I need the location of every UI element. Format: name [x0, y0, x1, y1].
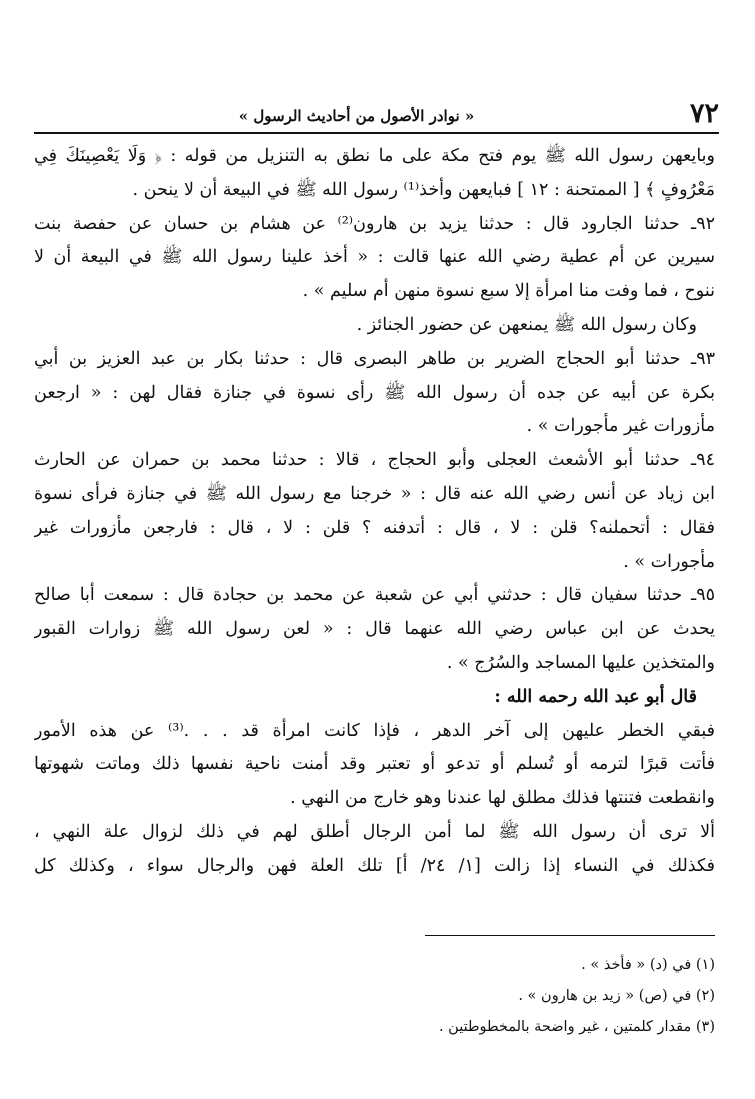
text-line: ابن زياد عن أنس رضي الله عنه قال : « خرجنا مع رسول الله ﷺ في جنازة فرأى نسوة [34, 483, 715, 504]
text-line: مَعْرُوفٍ ﴾ [ الممتحنة : ١٢ ] فبايعهن وأخذ⁽¹⁾ رسول الله ﷺ في البيعة أن لا ينحن . [132, 179, 715, 200]
text-line: فقال : أتحملنه؟ قلن : لا ، قال : أتدفنه ؟ قلن : لا ، قال : فارجعن مأزورات غير [34, 517, 715, 538]
commentary-heading: قال أبو عبد الله رحمه الله : [494, 686, 697, 707]
running-title: « نوادر الأصول من أحاديث الرسول » [238, 107, 475, 125]
footnote-1: (١) في (د) « فأخذ » . [581, 957, 715, 973]
hadith-93-line: ٩٣ـ حدثنا أبو الحجاج الضرير بن طاهر البصرى قال : حدثنا بكار بن عبد العزيز بن أبي [34, 348, 715, 369]
text-line: فكذلك في النساء إذا زالت [١/ ٢٤/ أ] تلك العلة فهن والرجال سواء ، وكذلك كل [34, 855, 715, 876]
text-line: مأزورات غير مأجورات » . [526, 416, 715, 437]
text-line: وكان رسول الله ﷺ يمنعهن عن حضور الجنائز . [356, 314, 697, 335]
text-line: مأجورات » . [623, 551, 715, 572]
hadith-94-line: ٩٤ـ حدثنا أبو الأشعث العجلى وأبو الحجاج ، قالا : حدثنا محمد بن حمران عن الحارث [34, 450, 715, 471]
text-line: فبقي الخطر عليهن إلى آخر الدهر ، فإذا كانت امرأة قد . . .⁽³⁾ عن هذه الأمور [34, 720, 715, 741]
text-line: سيرين عن أم عطية رضي الله عنها قالت : « أخذ علينا رسول الله ﷺ في البيعة أن لا [34, 247, 715, 268]
text-line: ألا ترى أن رسول الله ﷺ لما أمن الرجال أطلق لهم في ذلك لزوال علة النهي ، [34, 821, 715, 842]
text-line: وبايعهن رسول الله ﷺ يوم فتح مكة على ما نطق به التنزيل من قوله : ﴿ وَلَا يَعْصِينَكَ فِي [34, 146, 715, 166]
footnotes [40, 950, 715, 1043]
text-line: فأتت قبرًا لترمه أو تُسلم أو تدعو أو تعتبر وقد أمنت ناحية نفسها ذلك وماتت شهوتها [34, 754, 715, 775]
footnote-3: (٣) مقدار كلمتين ، غير واضحة بالمخطوطتين . [438, 1019, 715, 1035]
main-text [34, 140, 715, 884]
page-header [34, 98, 719, 134]
text-line: يحدث عن ابن عباس رضي الله عنهما قال : « لعن رسول الله ﷺ زوارات القبور [34, 619, 715, 640]
text-line: بكرة عن أبيه عن جده أن رسول الله ﷺ رأى نسوة في جنازة فقال لهن : « ارجعن [34, 382, 715, 403]
footnote-2: (٢) في (ص) « زيد بن هارون » . [518, 988, 715, 1004]
text-line: والمتخذين عليها المساجد والسُرُج » . [446, 652, 715, 673]
text-line: وانقطعت فتنتها فذلك مطلق لها عندنا وهو خارج من النهي . [290, 788, 715, 809]
hadith-95-line: ٩٥ـ حدثنا سفيان قال : حدثني أبي عن شعبة عن محمد بن حجادة قال : سمعت أبا صالح [34, 585, 715, 606]
footnote-separator [425, 935, 715, 936]
page-number: ٧٢ [689, 98, 719, 129]
text-line: ننوح ، فما وفت منا امرأة إلا سبع نسوة منهن أم سليم » . [302, 281, 715, 302]
hadith-92-line: ٩٢ـ حدثنا الجارود قال : حدثنا يزيد بن هارون⁽²⁾ عن هشام بن حسان عن حفصة بنت [34, 213, 715, 234]
